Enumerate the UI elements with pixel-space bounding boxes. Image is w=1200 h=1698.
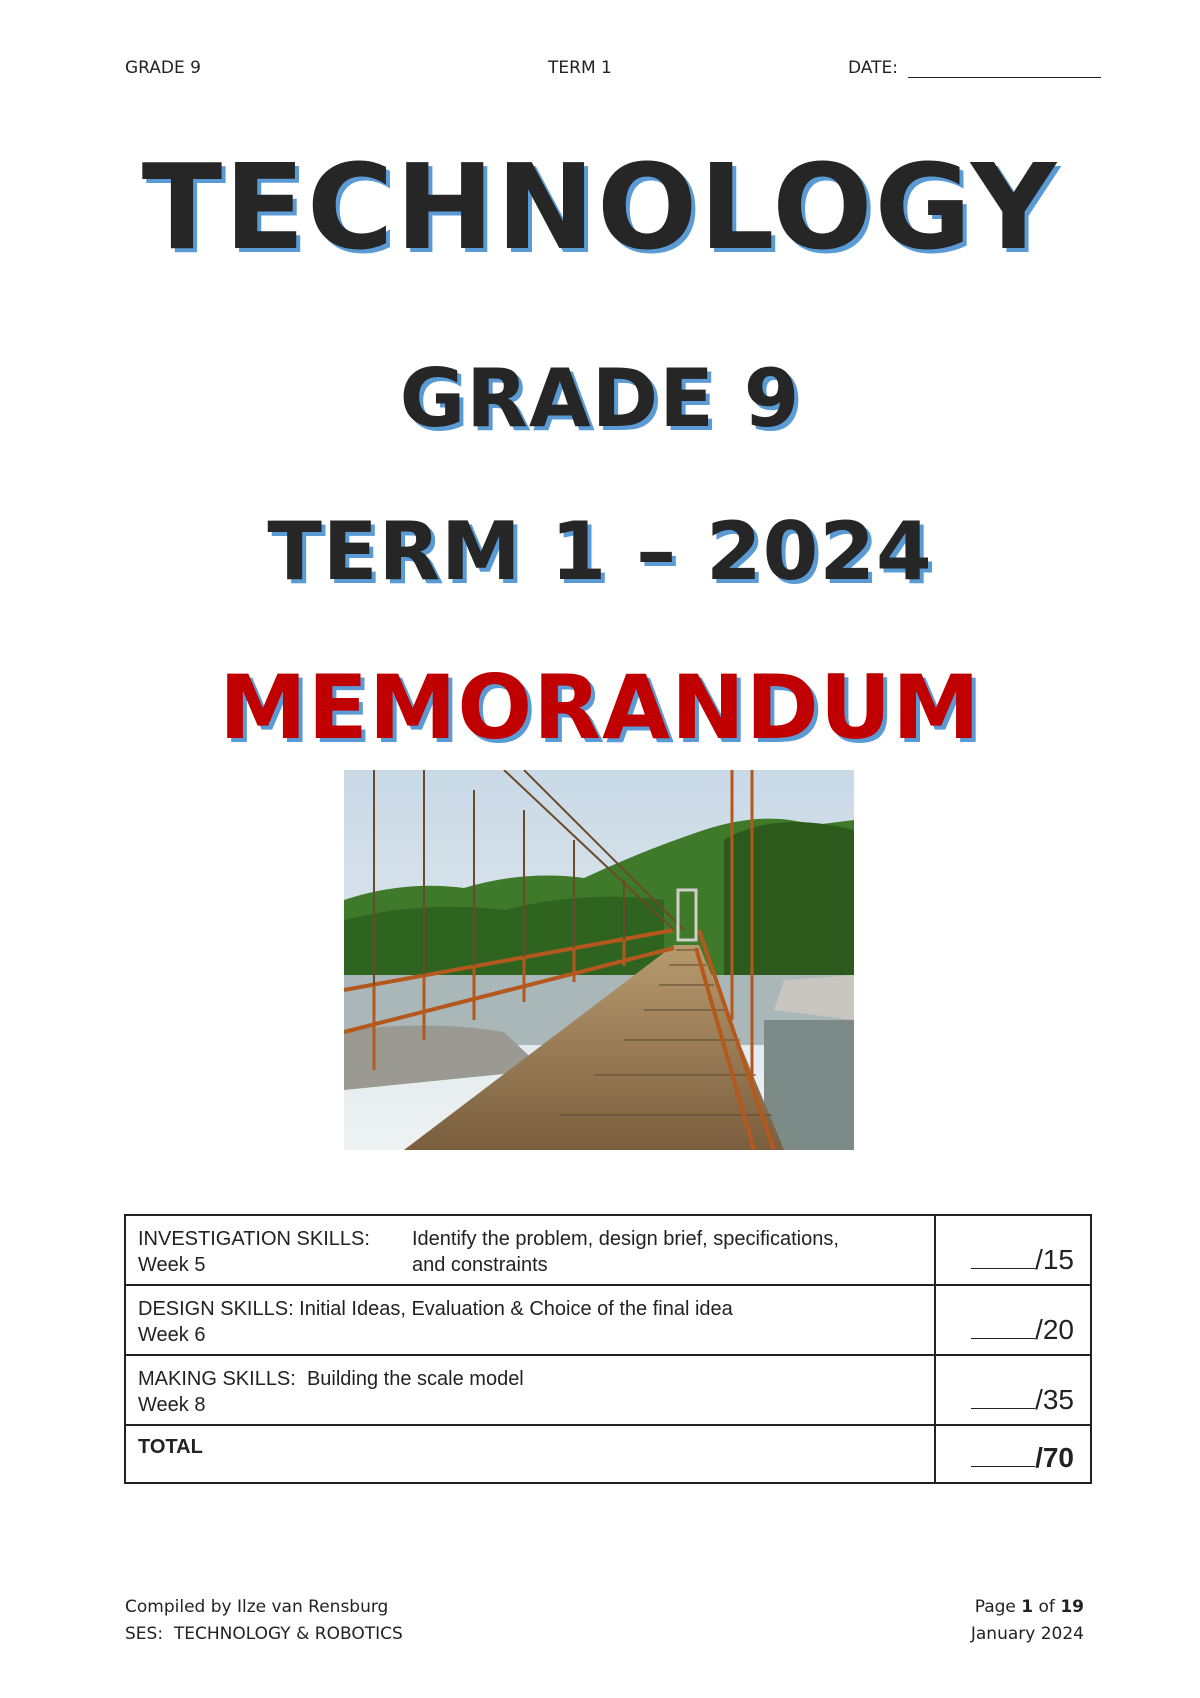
header-date-label: DATE: bbox=[848, 58, 898, 78]
table-row bbox=[125, 1215, 1091, 1285]
page-current: 1 bbox=[1021, 1597, 1034, 1617]
score-blank-line bbox=[971, 1444, 1035, 1467]
marks-table bbox=[124, 1214, 1092, 1484]
making-label: MAKING SKILLS: bbox=[138, 1368, 296, 1390]
date-fill-line bbox=[908, 60, 1101, 78]
bridge-illustration bbox=[344, 770, 854, 1150]
table-row bbox=[125, 1285, 1091, 1355]
score-blank-line bbox=[971, 1386, 1035, 1409]
investigation-cell bbox=[125, 1215, 935, 1285]
design-cell bbox=[125, 1285, 935, 1355]
total-score bbox=[935, 1425, 1091, 1483]
footer-page-number bbox=[975, 1597, 1084, 1617]
table-row bbox=[125, 1425, 1091, 1483]
making-score-value: /35 bbox=[1035, 1384, 1074, 1415]
footer-date: January 2024 bbox=[970, 1624, 1084, 1644]
title-memorandum: MEMORANDUM bbox=[219, 656, 981, 759]
investigation-desc-1: Identify the problem, design brief, specifications, bbox=[412, 1228, 839, 1250]
title-grade: GRADE 9 bbox=[399, 352, 801, 445]
page-of: of bbox=[1033, 1597, 1061, 1617]
table-row bbox=[125, 1355, 1091, 1425]
design-desc: : Initial Ideas, Evaluation & Choice of the final idea bbox=[288, 1298, 733, 1320]
header-term: TERM 1 bbox=[548, 58, 612, 78]
making-desc: Building the scale model bbox=[295, 1368, 524, 1390]
total-score-value: /70 bbox=[1035, 1442, 1074, 1473]
score-blank-line bbox=[971, 1246, 1035, 1269]
design-score bbox=[935, 1285, 1091, 1355]
investigation-week: Week 5 bbox=[138, 1254, 206, 1276]
header-date bbox=[848, 58, 1101, 78]
page-prefix: Page bbox=[974, 1597, 1022, 1617]
suspension-bridge-photo bbox=[344, 770, 854, 1150]
total-label: TOTAL bbox=[125, 1425, 935, 1483]
title-term-year: TERM 1 – 2024 bbox=[267, 505, 933, 598]
design-score-value: /20 bbox=[1035, 1314, 1074, 1345]
investigation-score-value: /15 bbox=[1035, 1244, 1074, 1275]
title-technology: TECHNOLOGY bbox=[141, 138, 1059, 276]
footer-organisation: SES: TECHNOLOGY & ROBOTICS bbox=[125, 1624, 403, 1644]
score-blank-line bbox=[971, 1316, 1035, 1339]
design-label: DESIGN SKILLS bbox=[138, 1298, 289, 1320]
making-cell bbox=[125, 1355, 935, 1425]
making-week: Week 8 bbox=[138, 1394, 206, 1416]
investigation-desc-2: and constraints bbox=[412, 1254, 548, 1276]
making-score bbox=[935, 1355, 1091, 1425]
investigation-label: INVESTIGATION SKILLS: bbox=[138, 1228, 370, 1250]
investigation-score bbox=[935, 1215, 1091, 1285]
header-grade: GRADE 9 bbox=[125, 58, 201, 78]
design-week: Week 6 bbox=[138, 1324, 206, 1346]
page-total: 19 bbox=[1060, 1597, 1084, 1617]
footer-compiled-by: Compiled by Ilze van Rensburg bbox=[125, 1597, 389, 1617]
